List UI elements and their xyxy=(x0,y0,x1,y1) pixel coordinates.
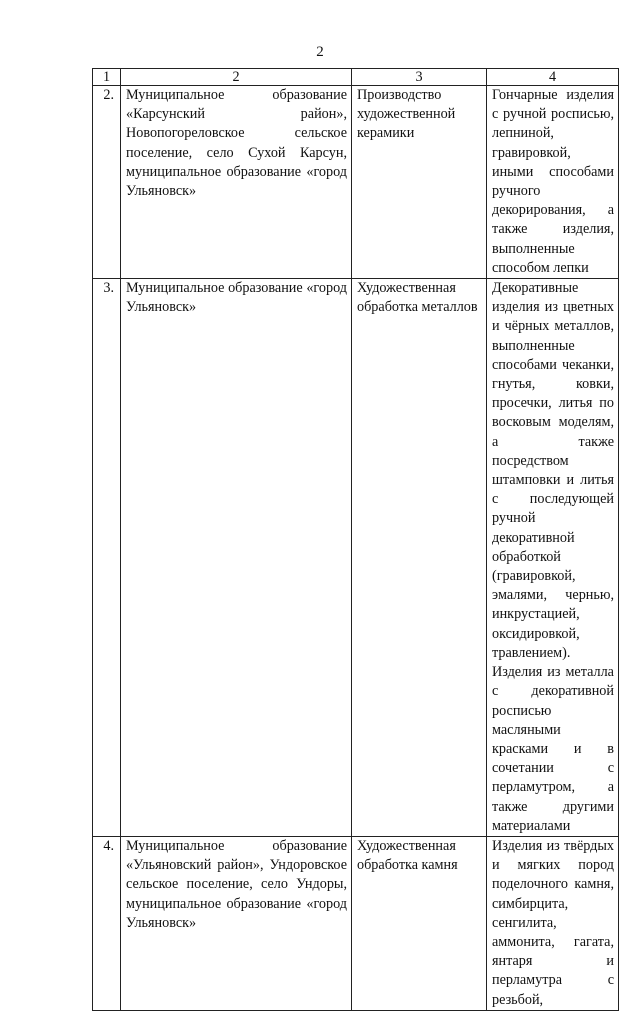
row-number: 3. xyxy=(93,279,121,837)
municipality-cell xyxy=(121,836,352,1010)
craft-cell xyxy=(352,836,487,1010)
products-cell xyxy=(487,279,619,837)
products-cell xyxy=(487,86,619,279)
row-number: 4. xyxy=(93,836,121,1010)
page-number: 2 xyxy=(316,44,324,60)
row-number: 2. xyxy=(93,86,121,279)
craft-text: Производство художественной керамики xyxy=(357,87,456,142)
table-row xyxy=(93,279,619,837)
products-text: Гончарные изделия с ручной росписью, лепниной, гравировкой, иными способами ручного декорирования, а также изделия, выполненные способом лепки xyxy=(492,87,614,276)
craft-cell xyxy=(352,279,487,837)
table-row xyxy=(93,836,619,1010)
crafts-table xyxy=(92,68,619,1011)
products-cell xyxy=(487,836,619,1010)
products-text: Изделия из твёрдых и мягких пород поделочного камня, симбирцита, сенгилита, аммонита, гагата, янтаря и перламутра с резьбой, xyxy=(492,837,614,1008)
municipality-cell xyxy=(121,279,352,837)
municipality-cell xyxy=(121,86,352,279)
column-number-row xyxy=(93,69,619,86)
craft-text: Художественная обработка камня xyxy=(357,837,458,874)
products-text: Декоративные изделия из цветных и чёрных металлов, выполненные способами чеканки, гнутья, ковки, просечки, литья по восковым моделям, а также посредством штамповки и литья с последующей ручной декоративной обработкой (гравировкой, эмалями, чернью, инкрустацией, оксидировкой, травлением). xyxy=(492,280,614,661)
craft-text: Художественная обработка металлов xyxy=(357,280,478,316)
table-row xyxy=(93,86,619,279)
craft-cell xyxy=(352,86,487,279)
column-number-4: 4 xyxy=(487,69,619,86)
column-number-1: 1 xyxy=(93,69,121,86)
municipality-text: Муниципальное образование «Ульяновский район», Ундоровское сельское поселение, село Ундоры, муниципальное образование «город Ульяновск» xyxy=(126,837,347,931)
column-number-2: 2 xyxy=(121,69,352,86)
products-text-2: Изделия из металла с декоративной росписью масляными красками и в сочетании с перламутром, а также другими материалами xyxy=(492,664,614,834)
municipality-text: Муниципальное образование «Карсунский район», Новопогореловское сельское поселение, село Сухой Карсун, муниципальное образование «город Ульяновск» xyxy=(126,87,347,200)
municipality-text: Муниципальное образование «город Ульяновск» xyxy=(126,280,347,316)
column-number-3: 3 xyxy=(352,69,487,86)
